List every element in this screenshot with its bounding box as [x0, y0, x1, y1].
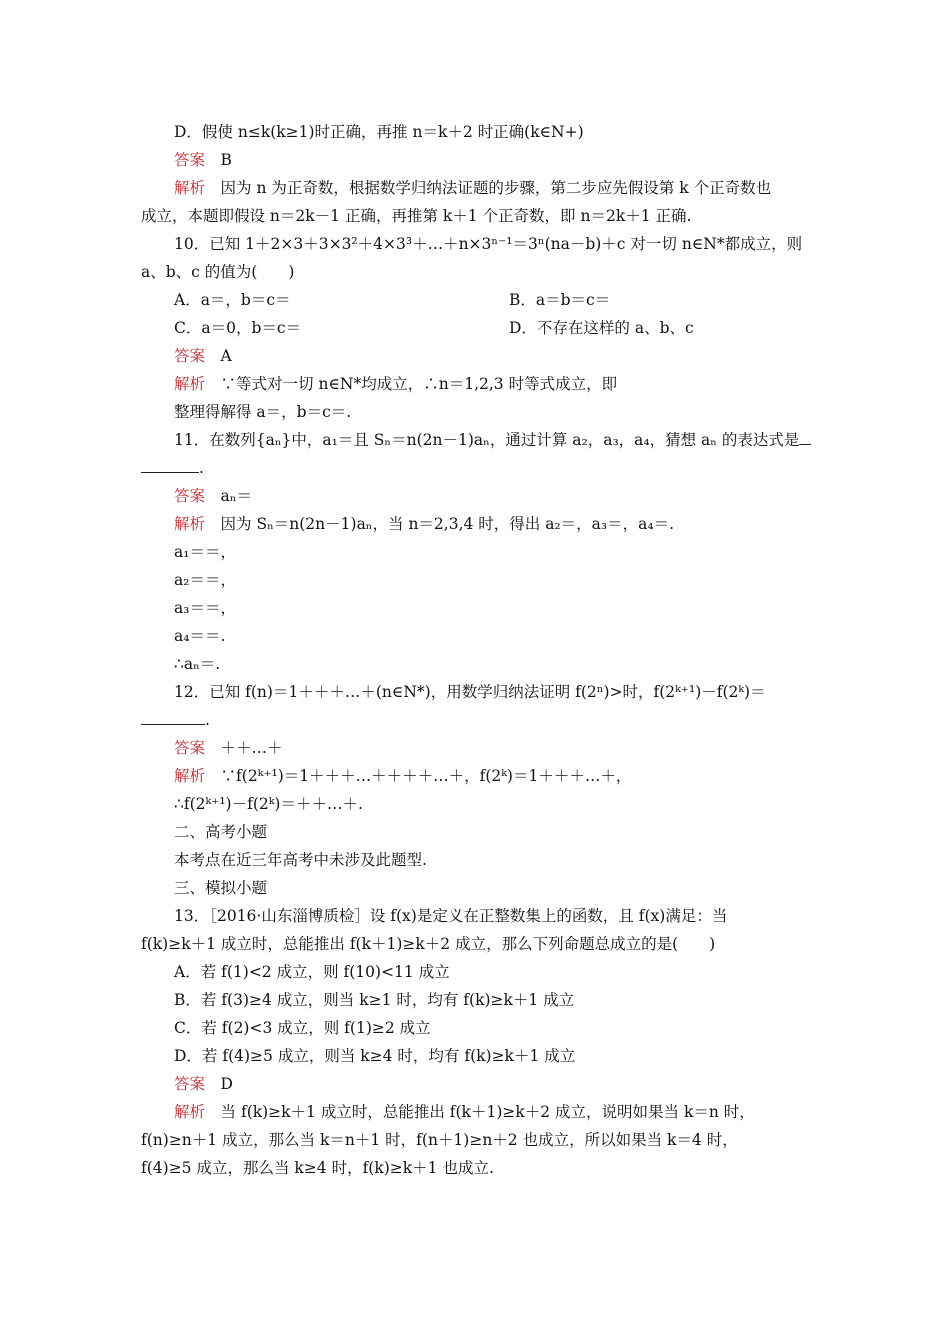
q10-answer	[174, 346, 232, 366]
q10-analysis-2: 整理得解得 a＝，b＝c＝.	[174, 403, 352, 421]
analysis-text: ∵f(2ᵏ⁺¹)＝1＋＋＋…＋＋＋＋…＋，f(2ᵏ)＝1＋＋＋…＋，	[220, 767, 632, 785]
q10-option-b: B．a＝b＝c＝	[509, 291, 611, 309]
q11-analysis-5: a₄＝＝.	[174, 627, 226, 645]
q13-stem-1: 13．［2016·山东淄博质检］设 f(x)是定义在正整数集上的函数，且 f(x)满足：当	[174, 907, 728, 925]
blank-line	[799, 431, 811, 445]
q13-analysis-1	[174, 1102, 755, 1122]
q13-option-d: D．若 f(4)≥5 成立，则当 k≥4 时，均有 f(k)≥k＋1 成立	[174, 1047, 576, 1065]
q13-analysis-3: f(4)≥5 成立，那么当 k≥4 时，f(k)≥k＋1 也成立.	[141, 1159, 494, 1177]
answer-text: B	[220, 151, 232, 169]
q11-analysis-2: a₁＝＝，	[174, 543, 236, 561]
q10-option-d: D．不存在这样的 a、b、c	[509, 319, 694, 337]
q12-analysis-2: ∴f(2ᵏ⁺¹)－f(2ᵏ)＝＋＋…＋.	[174, 795, 363, 813]
answer-label: 答案	[174, 739, 206, 757]
answer-label: 答案	[174, 487, 206, 505]
q13-answer	[174, 1074, 233, 1094]
answer-label: 答案	[174, 1075, 206, 1093]
analysis-label: 解析	[174, 1103, 206, 1121]
q11-analysis-6: ∴aₙ＝.	[174, 655, 221, 673]
q9-answer	[174, 150, 232, 170]
q13-option-a: A．若 f(1)<2 成立，则 f(10)<11 成立	[174, 963, 450, 981]
q11-stem-1	[174, 430, 811, 450]
q12-stem-end: .	[205, 711, 210, 729]
q11-analysis-3: a₂＝＝，	[174, 571, 236, 589]
analysis-text: 因为 Sₙ＝n(2n－1)aₙ，当 n＝2,3,4 时，得出 a₂＝，a₃＝，a₄＝.	[220, 515, 675, 533]
q12-analysis-1	[174, 766, 631, 786]
q13-stem-2: f(k)≥k＋1 成立时，总能推出 f(k＋1)≥k＋2 成立，那么下列命题总成立的是( )	[141, 935, 716, 953]
analysis-label: 解析	[174, 515, 206, 533]
analysis-label: 解析	[174, 767, 206, 785]
q9-analysis-2: 成立，本题即假设 n＝2k－1 正确，再推第 k＋1 个正奇数，即 n＝2k＋1 正确.	[141, 207, 692, 225]
analysis-label: 解析	[174, 375, 206, 393]
q11-analysis-1	[174, 514, 674, 534]
blank-line	[141, 459, 199, 473]
analysis-text: 当 f(k)≥k＋1 成立时，总能推出 f(k＋1)≥k＋2 成立，说明如果当 k＝n 时，	[220, 1103, 755, 1121]
blank-line	[141, 711, 205, 725]
answer-text: aₙ＝	[220, 487, 252, 505]
section-2-note: 本考点在近三年高考中未涉及此题型.	[174, 851, 427, 869]
section-heading-2: 二、高考小题	[174, 823, 268, 841]
q12-stem-1: 12．已知 f(n)＝1＋＋＋…＋(n∈N*)，用数学归纳法证明 f(2ⁿ)>时，f(2ᵏ⁺¹)－f(2ᵏ)＝	[174, 683, 766, 701]
q11-analysis-4: a₃＝＝，	[174, 599, 236, 617]
q10-option-a: A．a＝，b＝c＝	[174, 291, 291, 309]
q11-stem-2	[141, 458, 204, 478]
q10-option-c: C．a＝0，b＝c＝	[174, 319, 302, 337]
q10-stem-2: a、b、c 的值为( )	[141, 263, 295, 281]
analysis-text: ∵等式对一切 n∈N*均成立，∴n＝1,2,3 时等式成立，即	[220, 375, 618, 393]
answer-text: A	[220, 347, 232, 365]
q10-analysis-1	[174, 374, 617, 394]
answer-label: 答案	[174, 347, 206, 365]
q12-answer	[174, 738, 283, 758]
answer-text: D	[220, 1075, 233, 1093]
analysis-label: 解析	[174, 179, 206, 197]
q11-stem-text: 11．在数列{aₙ}中，a₁＝且 Sₙ＝n(2n－1)aₙ，通过计算 a₂，a₃，a₄，猜想 aₙ 的表达式是	[174, 431, 800, 449]
q9-option-d: D．假使 n≤k(k≥1)时正确，再推 n＝k＋2 时正确(k∈N+)	[174, 123, 584, 141]
answer-text: ＋＋…＋	[220, 739, 283, 757]
q11-answer	[174, 486, 252, 506]
q13-analysis-2: f(n)≥n＋1 成立，那么当 k＝n＋1 时，f(n＋1)≥n＋2 也成立，所以如果当 k＝4 时，	[141, 1131, 738, 1149]
section-heading-3: 三、模拟小题	[174, 879, 268, 897]
analysis-text: 因为 n 为正奇数，根据数学归纳法证题的步骤，第二步应先假设第 k 个正奇数也	[220, 179, 772, 197]
q12-stem-2	[141, 710, 210, 730]
q11-stem-end: .	[199, 459, 204, 477]
q13-option-c: C．若 f(2)<3 成立，则 f(1)≥2 成立	[174, 1019, 431, 1037]
answer-label: 答案	[174, 151, 206, 169]
q13-option-b: B．若 f(3)≥4 成立，则当 k≥1 时，均有 f(k)≥k＋1 成立	[174, 991, 575, 1009]
q9-analysis-1	[174, 178, 771, 198]
q10-stem-1: 10．已知 1＋2×3＋3×3²＋4×3³＋…＋n×3ⁿ⁻¹＝3ⁿ(na－b)＋c 对一切 n∈N*都成立，则	[174, 235, 803, 253]
